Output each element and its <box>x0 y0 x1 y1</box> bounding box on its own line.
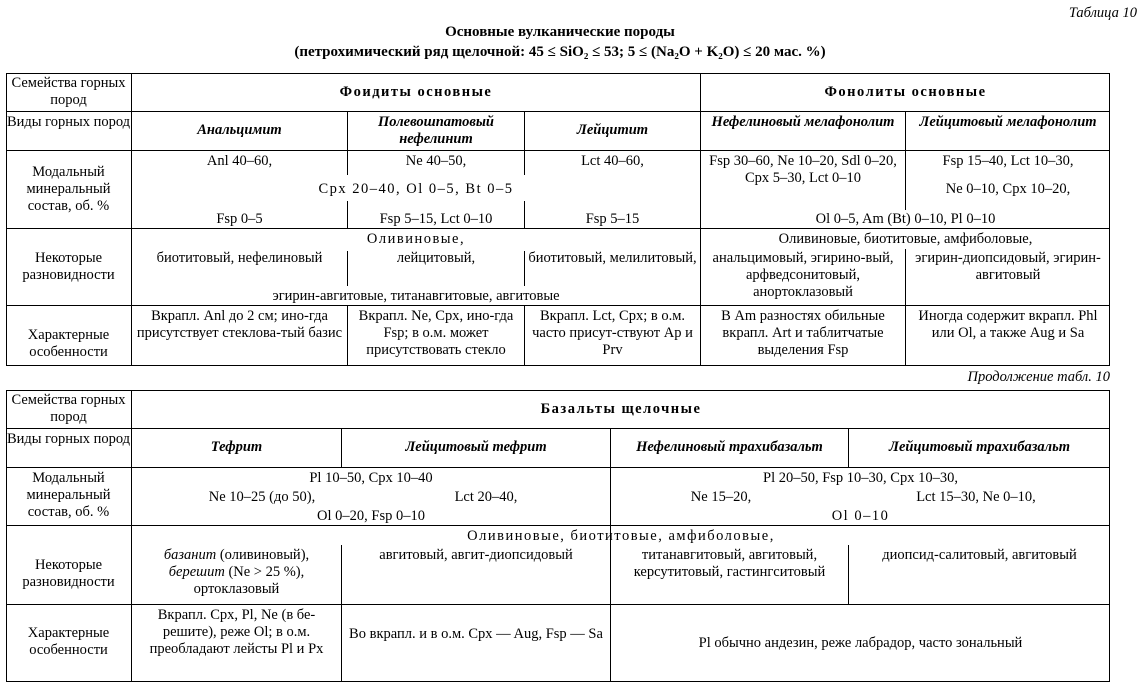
family-alkaline-basalts: Базальты щелочные <box>540 401 702 417</box>
modal-anl: Anl 40–60, <box>206 153 273 169</box>
features-nephelinite: Вкрапл. Ne, Cpx, ино-гда Fsp; в о.м. может присутствовать стекло <box>358 308 514 358</box>
modal-fsp-3: Fsp 5–15 <box>585 211 640 227</box>
features-nepheline-melaphonolite: В Am разностях обильные вкрапл. Art и таблитчатые выделения Fsp <box>721 308 885 358</box>
label-varieties-2: Некоторые разновидности <box>22 557 115 590</box>
varieties-leucite-tephrite: авгитовый, авгит-диопсидовый <box>379 547 573 563</box>
varieties-tephrite <box>132 547 341 598</box>
features-leucitite: Вкрапл. Lct, Cpx; в о.м. часто присут-ствуют Ap и Prv <box>532 308 693 358</box>
label-species: Виды горных пород <box>6 114 131 130</box>
label-species-2: Виды горных пород <box>6 431 131 447</box>
modal-trachybasalt-ne: Ne 15–20, <box>690 489 752 505</box>
varieties-common: эгирин-авгитовые, титанавгитовые, авгитовые <box>272 288 560 304</box>
features-leucite-tephrite: Во вкрапл. и в о.м. Cpx — Aug, Fsp — Sa <box>349 626 603 642</box>
species-nepheline-trachybasalt: Нефелиновый трахибазальт <box>636 439 823 455</box>
label-modal: Модальный минеральный состав, об. % <box>26 164 111 214</box>
basanite-note: (оливиновый), <box>216 547 310 563</box>
table-subtitle: (петрохимический ряд щелочной: 45 ≤ SiO₂ ≤ 53; 5 ≤ (Na₂O + K₂O) ≤ 20 мас. %) <box>294 44 826 60</box>
bereshite-term: берешит <box>168 564 225 580</box>
modal-common-foidites: Cpx 20–40, Ol 0–5, Bt 0–5 <box>318 181 514 197</box>
species-analcimite: Анальцимит <box>197 122 282 138</box>
label-family-2: Семейства горных пород <box>11 392 126 425</box>
label-family: Семейства горных пород <box>11 75 126 108</box>
varieties-olivine: Оливиновые, <box>366 231 466 247</box>
varieties-nepheline-melaphonolite: анальцимовый, эгирино-вый, арфведсонитовый, анортоклазовый <box>712 250 894 300</box>
modal-tephrite-lct: Lct 20–40, <box>454 489 518 505</box>
label-modal-2: Модальный минеральный состав, об. % <box>26 470 111 520</box>
features-tephrite: Вкрапл. Cpx, Pl, Ne (в бе-решите), реже Ol; в о.м. преобладают лейсты Pl и Px <box>149 607 324 657</box>
features-analcimite: Вкрапл. Anl до 2 см; ино-гда присутствует стеклова-тый базис <box>136 308 343 341</box>
modal-trachybasalt-lct: Lct 15–30, Ne 0–10, <box>916 489 1036 505</box>
modal-tephrite-ol: Ol 0–20, Fsp 0–10 <box>317 508 425 524</box>
bereshite-note: (Ne > 25 %), <box>224 564 305 580</box>
family-phonolites: Фонолиты основные <box>824 84 987 100</box>
varieties-leucite-melaphonolite: эгирин-диопсидовый, эгирин-авгитовый <box>915 250 1101 283</box>
modal-fsp-2: Fsp 5–15, Lct 0–10 <box>379 211 493 227</box>
varieties-common-2: Оливиновые, биотитовые, амфиболовые, <box>467 528 775 544</box>
label-varieties: Некоторые разновидности <box>22 250 115 283</box>
species-tephrite: Тефрит <box>210 439 263 455</box>
modal-phonolite-common: Ol 0–5, Am (Bt) 0–10, Pl 0–10 <box>815 211 996 227</box>
modal-trachybasalt-ol: Ol 0–10 <box>831 508 890 524</box>
modal-leucite-melaphonolite-b: Ne 0–10, Cpx 10–20, <box>945 181 1071 197</box>
modal-tephrite-pl: Pl 10–50, Cpx 10–40 <box>309 470 433 486</box>
varieties-analcimite: биотитовый, нефелиновый <box>156 250 323 266</box>
table-title: Основные вулканические породы <box>445 24 675 40</box>
varieties-nepheline-trachybasalt: титанавгитовый, авгитовый, керсутитовый, гастингситовый <box>633 547 826 580</box>
varieties-leucitite: биотитовый, мелилитовый, <box>528 250 697 266</box>
varieties-leucite-trachybasalt: диопсид-салитовый, авгитовый <box>882 547 1077 563</box>
species-leucite-trachybasalt: Лейцитовый трахибазальт <box>889 439 1070 455</box>
basanite-term: базанит <box>163 547 217 563</box>
table-1 <box>6 73 1110 367</box>
varieties-phonolite-common: Оливиновые, биотитовые, амфиболовые, <box>778 231 1033 247</box>
modal-ne: Ne 40–50, <box>405 153 467 169</box>
features-leucite-melaphonolite: Иногда содержит вкрапл. Phl или Ol, а также Aug и Sa <box>918 308 1098 341</box>
species-leucite-melaphonolite: Лейцитовый мелафонолит <box>919 114 1097 130</box>
label-features: Характерные особенности <box>27 327 110 360</box>
modal-trachybasalt-pl: Pl 20–50, Fsp 10–30, Cpx 10–30, <box>763 470 958 486</box>
features-trachybasalts: Pl обычно андезин, реже лабрадор, часто зональный <box>698 635 1023 651</box>
modal-lct: Lct 40–60, <box>581 153 644 169</box>
species-nepheline-melaphonolite: Нефелиновый мелафонолит <box>711 114 895 130</box>
continuation-note: Продолжение табл. 10 <box>967 369 1110 385</box>
orthoclase-variety: ортоклазовый <box>193 581 280 597</box>
modal-tephrite-ne: Ne 10–25 (до 50), <box>208 489 316 505</box>
table-number: Таблица 10 <box>1068 5 1137 21</box>
modal-leucite-melaphonolite-a: Fsp 15–40, Lct 10–30, <box>942 153 1074 169</box>
modal-nepheline-melaphonolite: Fsp 30–60, Ne 10–20, Sdl 0–20, Cpx 5–30, Lct 0–10 <box>709 153 897 186</box>
label-features-2: Характерные особенности <box>27 625 110 658</box>
species-feldspar-nephelinite: Полевошпатовый нефелинит <box>378 114 494 147</box>
varieties-nephelinite: лейцитовый, <box>396 250 476 266</box>
species-leucite-tephrite: Лейцитовый тефрит <box>405 439 547 455</box>
family-foidites: Фоидиты основные <box>339 84 493 100</box>
table-2 <box>6 390 1110 684</box>
species-leucitite: Лейцитит <box>576 122 649 138</box>
modal-fsp-1: Fsp 0–5 <box>216 211 263 227</box>
